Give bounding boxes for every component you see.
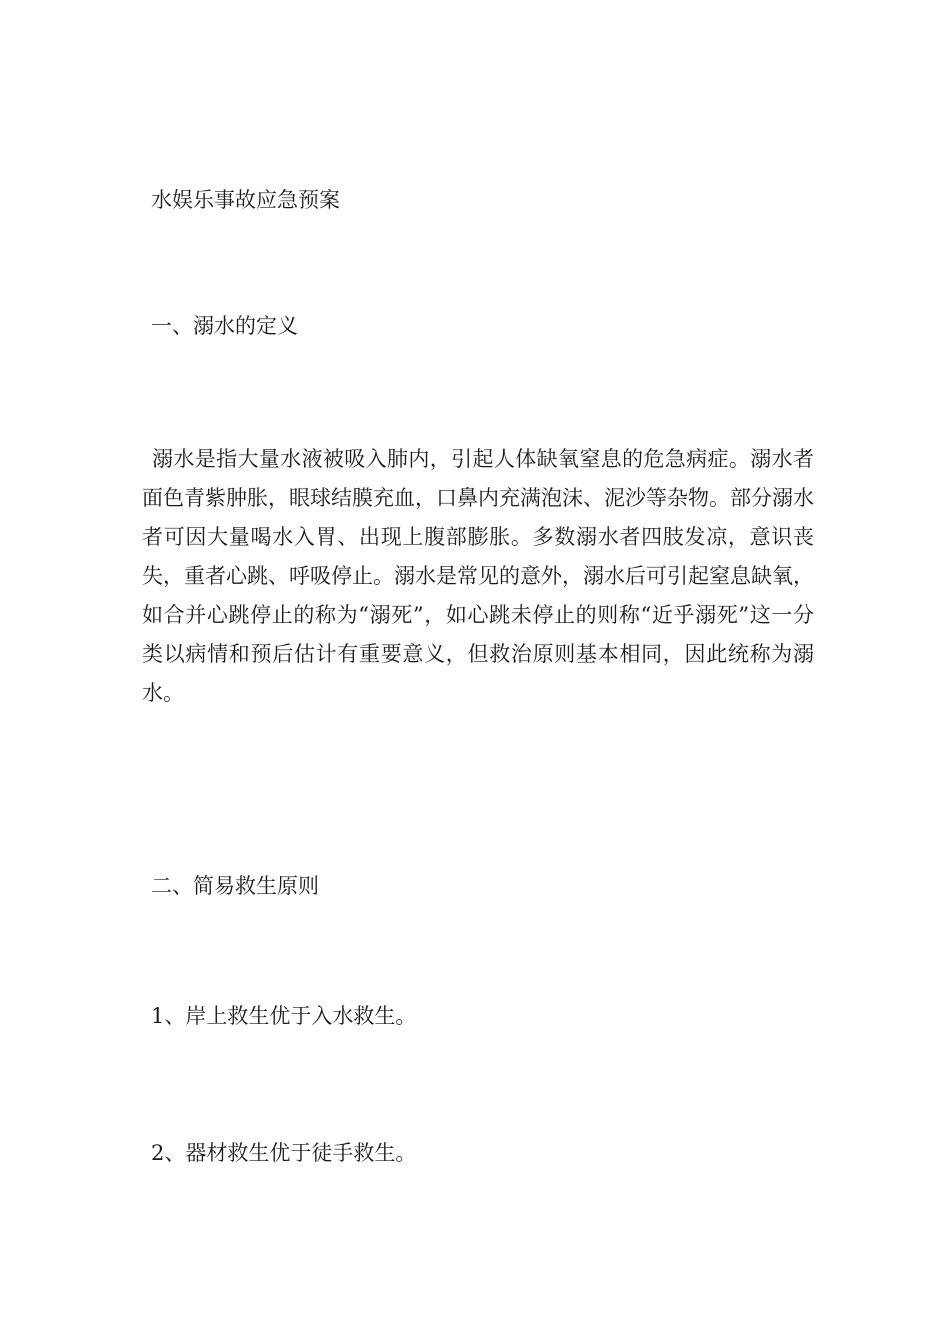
- section-heading-drowning-definition: 一、溺水的定义: [151, 314, 298, 338]
- section-heading-rescue-principles: 二、简易救生原则: [151, 874, 319, 898]
- drowning-definition-paragraph: 溺水是指大量水液被吸入肺内，引起人体缺氧窒息的危急病症。溺水者面色青紫肿胀，眼球结膜充血，口鼻内充满泡沫、泥沙等杂物。部分溺水者可因大量喝水入胃、出现上腹部膨胀。多数溺水者四肢发凉，意识丧失，重者心跳、呼吸停止。溺水是常见的意外，溺水后可引起窒息缺氧，如合并心跳停止的称为“溺死”，如心跳未停止的则称“近乎溺死”这一分类以病情和预后估计有重要意义，但救治原则基本相同，因此统称为溺水。: [142, 447, 814, 705]
- rescue-principle-item-1: 1、岸上救生优于入水救生。: [151, 1004, 417, 1028]
- rescue-principle-item-2: 2、器材救生优于徒手救生。: [151, 1141, 417, 1165]
- document-title: 水娱乐事故应急预案: [151, 188, 340, 212]
